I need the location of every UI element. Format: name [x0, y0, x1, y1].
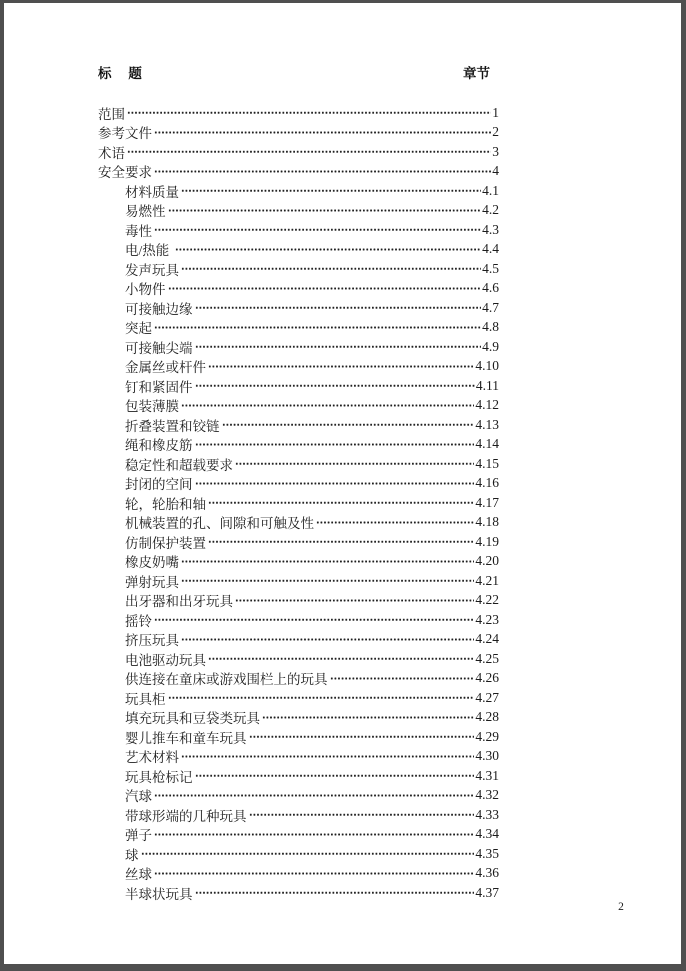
toc-entry-section: 4.13	[475, 416, 499, 432]
dot-leader	[127, 142, 491, 162]
dot-leader	[249, 727, 475, 747]
toc-entry-section: 4.12	[475, 397, 499, 413]
dot-leader	[168, 279, 482, 299]
toc-row	[98, 493, 499, 513]
toc-row	[98, 513, 499, 533]
toc-entry-section: 4.24	[475, 631, 499, 647]
toc-row	[98, 123, 499, 143]
toc-entry-section: 4.9	[482, 338, 499, 354]
toc-row	[98, 766, 499, 786]
toc-row	[98, 630, 499, 650]
toc-entry-section: 4.2	[482, 202, 499, 218]
dot-leader	[208, 532, 474, 552]
toc-row	[98, 552, 499, 572]
toc-entry-section: 4.30	[475, 748, 499, 764]
dot-leader	[235, 454, 474, 474]
toc-entry-label: 小物件	[125, 282, 166, 298]
toc-row	[98, 591, 499, 611]
toc-row	[98, 727, 499, 747]
toc-entry-label: 艺术材料	[125, 750, 179, 766]
toc-entry-label: 摇铃	[125, 613, 152, 629]
toc-row	[98, 337, 499, 357]
dot-leader	[154, 318, 481, 338]
dot-leader	[195, 435, 475, 455]
toc-row	[98, 669, 499, 689]
toc-entry-section: 4.14	[475, 436, 499, 452]
dot-leader	[181, 630, 474, 650]
toc-row	[98, 610, 499, 630]
toc-entry-label: 橡皮奶嘴	[125, 555, 179, 571]
dot-leader	[249, 805, 475, 825]
toc-entry-label: 弹射玩具	[125, 574, 179, 590]
toc-row	[98, 474, 499, 494]
dot-leader	[181, 396, 474, 416]
toc-row	[98, 103, 499, 123]
toc-row	[98, 435, 499, 455]
dot-leader	[195, 474, 475, 494]
toc-entry-label: 可接触尖端	[125, 340, 193, 356]
dot-leader	[154, 825, 474, 845]
toc-entry-label: 绳和橡皮筋	[125, 438, 193, 454]
toc-entry-section: 4.25	[475, 650, 499, 666]
toc-entry-section: 4.28	[475, 709, 499, 725]
dot-leader	[195, 376, 475, 396]
toc-entry-label: 填充玩具和豆袋类玩具	[125, 711, 260, 727]
toc-entry-section: 4.23	[475, 611, 499, 627]
toc-row	[98, 864, 499, 884]
dot-leader	[262, 708, 474, 728]
page-number: 2	[618, 901, 624, 913]
toc-entry-section: 4.34	[475, 826, 499, 842]
dot-leader	[168, 201, 482, 221]
toc-entry-label: 发声玩具	[125, 262, 179, 278]
toc-row	[98, 688, 499, 708]
dot-leader	[181, 747, 474, 767]
toc-row	[98, 415, 499, 435]
toc-row	[98, 571, 499, 591]
toc-row	[98, 162, 499, 182]
toc-entry-label: 钉和紧固件	[125, 379, 193, 395]
toc-header-row	[98, 62, 499, 80]
toc-row	[98, 454, 499, 474]
toc-row	[98, 357, 499, 377]
toc-entry-label: 供连接在童床或游戏围栏上的玩具	[125, 672, 328, 688]
toc-entry-section: 4.21	[475, 572, 499, 588]
toc-entry-label: 范围	[98, 106, 125, 122]
toc-entry-section: 4.5	[482, 260, 499, 276]
toc-header-section-column: 章节	[463, 66, 490, 81]
toc-entry-label: 材料质量	[125, 184, 179, 200]
toc-entry-section: 4.20	[475, 553, 499, 569]
toc-list	[98, 103, 499, 903]
dot-leader	[330, 669, 475, 689]
dot-leader	[154, 610, 474, 630]
dot-leader	[141, 844, 475, 864]
toc-entry-label: 稳定性和超载要求	[125, 457, 233, 473]
toc-entry-section: 4.33	[475, 806, 499, 822]
toc-entry-section: 4.19	[475, 533, 499, 549]
dot-leader	[181, 259, 481, 279]
toc-entry-label: 电/热能	[125, 243, 173, 259]
toc-entry-section: 4.18	[475, 514, 499, 530]
toc-row	[98, 805, 499, 825]
toc-entry-label: 可接触边缘	[125, 301, 193, 317]
toc-row	[98, 786, 499, 806]
toc-entry-label: 丝球	[125, 867, 152, 883]
dot-leader	[168, 688, 475, 708]
toc-entry-section: 2	[492, 124, 499, 140]
toc-entry-section: 4.27	[475, 689, 499, 705]
dot-leader	[175, 240, 481, 260]
toc-entry-label: 术语	[98, 145, 125, 161]
toc-entry-section: 4.31	[475, 767, 499, 783]
dot-leader	[127, 103, 491, 123]
dot-leader	[154, 220, 481, 240]
toc-entry-section: 4.26	[475, 670, 499, 686]
toc-entry-label: 汽球	[125, 789, 152, 805]
toc-entry-section: 4.22	[475, 592, 499, 608]
toc-entry-label: 机械装置的孔、间隙和可触及性	[125, 516, 314, 532]
toc-row	[98, 747, 499, 767]
toc-row	[98, 259, 499, 279]
toc-entry-label: 封闭的空间	[125, 477, 193, 493]
toc-row	[98, 883, 499, 903]
toc-entry-label: 半球状玩具	[125, 886, 193, 902]
toc-entry-section: 4.29	[475, 728, 499, 744]
toc-entry-label: 带球形端的几种玩具	[125, 808, 247, 824]
toc-entry-label: 突起	[125, 321, 152, 337]
dot-leader	[154, 786, 474, 806]
toc-entry-label: 安全要求	[98, 165, 152, 181]
toc-entry-section: 4.10	[475, 358, 499, 374]
toc-entry-section: 4.35	[475, 845, 499, 861]
toc-content	[98, 62, 499, 903]
dot-leader	[316, 513, 474, 533]
toc-row	[98, 708, 499, 728]
toc-entry-label: 出牙器和出牙玩具	[125, 594, 233, 610]
toc-entry-section: 4.3	[482, 221, 499, 237]
toc-entry-section: 3	[492, 143, 499, 159]
toc-entry-section: 4.4	[482, 241, 499, 257]
toc-entry-section: 4.11	[475, 377, 499, 393]
toc-entry-section: 1	[492, 104, 499, 120]
toc-entry-section: 4.17	[475, 494, 499, 510]
toc-entry-label: 折叠装置和铰链	[125, 418, 220, 434]
toc-row	[98, 396, 499, 416]
dot-leader	[154, 162, 491, 182]
dot-leader	[195, 337, 482, 357]
dot-leader	[235, 591, 474, 611]
toc-row	[98, 649, 499, 669]
dot-leader	[181, 552, 474, 572]
toc-row	[98, 181, 499, 201]
toc-row	[98, 298, 499, 318]
toc-entry-label: 玩具柜	[125, 691, 166, 707]
dot-leader	[195, 883, 475, 903]
toc-entry-section: 4.7	[482, 299, 499, 315]
dot-leader	[195, 766, 475, 786]
toc-entry-label: 球	[125, 847, 139, 863]
toc-entry-section: 4.1	[482, 182, 499, 198]
toc-row	[98, 201, 499, 221]
toc-entry-label: 玩具枪标记	[125, 769, 193, 785]
toc-row	[98, 825, 499, 845]
toc-entry-label: 婴儿推车和童车玩具	[125, 730, 247, 746]
toc-entry-section: 4.32	[475, 787, 499, 803]
toc-entry-section: 4.15	[475, 455, 499, 471]
dot-leader	[181, 571, 474, 591]
toc-header-title-column: 标 题	[98, 66, 142, 81]
toc-entry-label: 仿制保护装置	[125, 535, 206, 551]
toc-entry-label: 挤压玩具	[125, 633, 179, 649]
document-page	[4, 3, 681, 964]
toc-entry-label: 金属丝或杆件	[125, 360, 206, 376]
dot-leader	[154, 123, 491, 143]
toc-entry-label: 毒性	[125, 223, 152, 239]
toc-row	[98, 318, 499, 338]
toc-entry-section: 4.37	[475, 884, 499, 900]
toc-entry-label: 参考文件	[98, 126, 152, 142]
dot-leader	[208, 649, 474, 669]
toc-entry-label: 电池驱动玩具	[125, 652, 206, 668]
toc-entry-section: 4	[492, 163, 499, 179]
dot-leader	[208, 357, 474, 377]
dot-leader	[181, 181, 481, 201]
dot-leader	[222, 415, 475, 435]
toc-row	[98, 220, 499, 240]
toc-entry-label: 弹子	[125, 828, 152, 844]
dot-leader	[195, 298, 482, 318]
toc-entry-section: 4.6	[482, 280, 499, 296]
toc-entry-label: 包装薄膜	[125, 399, 179, 415]
toc-row	[98, 844, 499, 864]
toc-entry-section: 4.8	[482, 319, 499, 335]
toc-entry-label: 轮，轮胎和轴	[125, 496, 206, 512]
toc-row	[98, 532, 499, 552]
toc-row	[98, 279, 499, 299]
toc-entry-section: 4.16	[475, 475, 499, 491]
toc-row	[98, 376, 499, 396]
toc-entry-section: 4.36	[475, 865, 499, 881]
toc-row	[98, 142, 499, 162]
dot-leader	[208, 493, 474, 513]
dot-leader	[154, 864, 474, 884]
toc-entry-label: 易燃性	[125, 204, 166, 220]
toc-row	[98, 240, 499, 260]
